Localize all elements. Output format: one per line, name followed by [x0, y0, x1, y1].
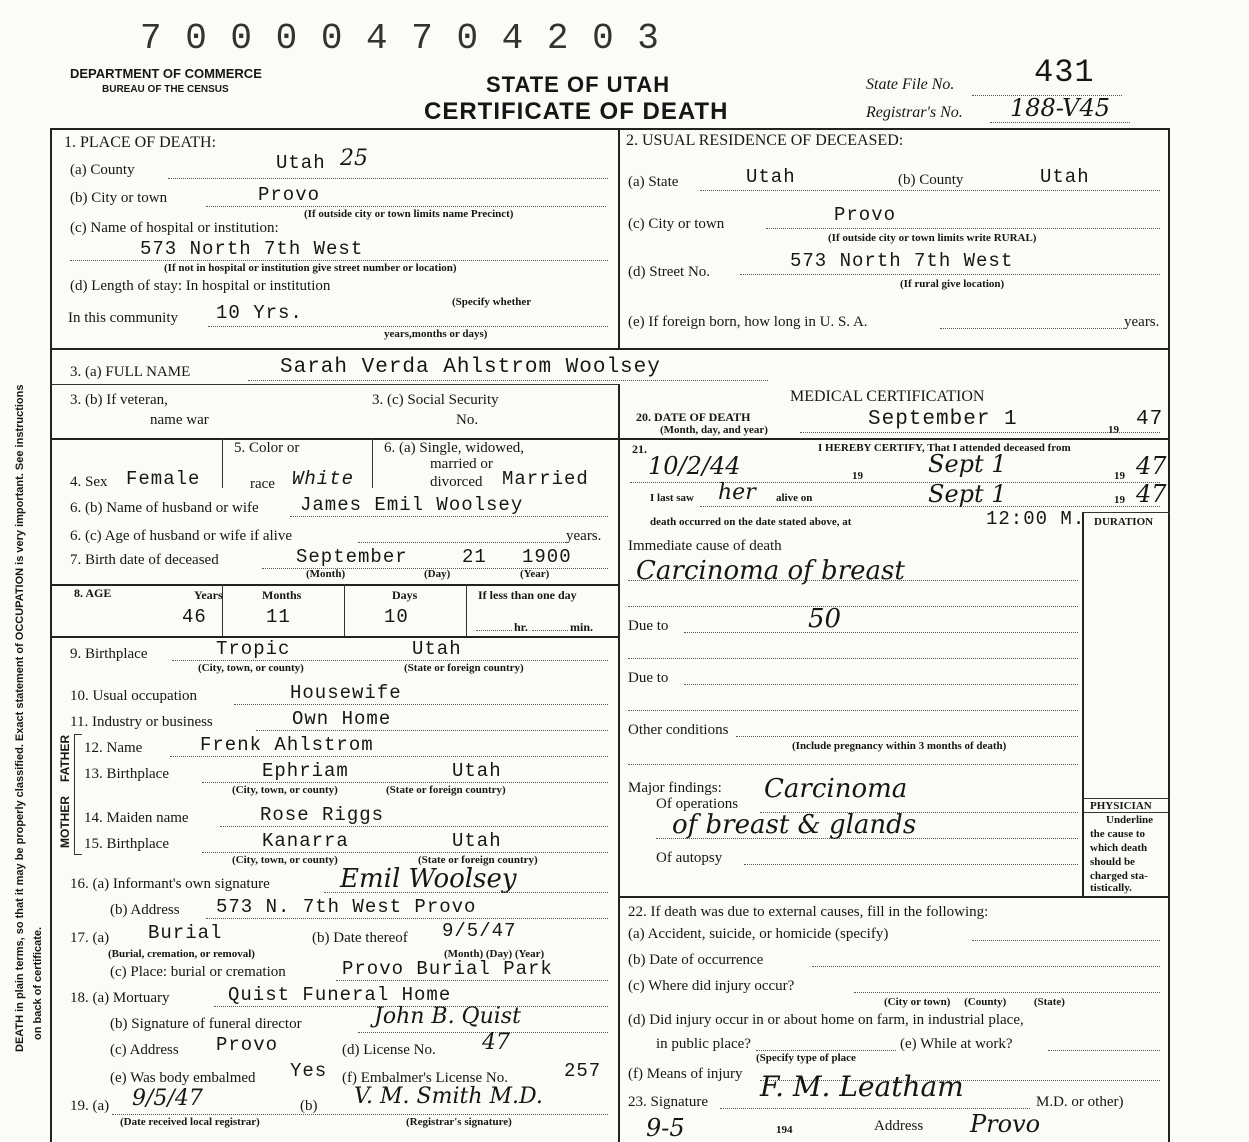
days-label: Days: [392, 588, 418, 602]
f8-label: 8. AGE: [74, 586, 112, 600]
f22d-label: (d) Did injury occur in or about home on farm, in industrial place,: [628, 1012, 1024, 1028]
due1-label: Due to: [628, 618, 669, 634]
f16a-value: Emil Woolsey: [340, 864, 517, 894]
autopsy-label: Of autopsy: [656, 850, 723, 866]
f7-day-note: (Day): [424, 568, 451, 580]
f12-value: Frenk Ahlstrom: [200, 734, 374, 756]
f15-state-note: (State or foreign country): [418, 854, 538, 866]
f6a-label3: divorced: [430, 474, 483, 490]
side-instructions: DEATH in plain terms, so that it may be properly classified. Exact statement of OCCUPATION is very important. See instructions: [14, 384, 26, 1052]
f17c-value: Provo Burial Park: [342, 958, 553, 980]
s2-street-label: (d) Street No.: [628, 264, 711, 280]
f18e-label: (e) Was body embalmed: [110, 1070, 256, 1086]
f3b-label: 3. (b) If veteran,: [70, 392, 168, 408]
f18d-value: 47: [482, 1030, 510, 1055]
f22c-label: (c) Where did injury occur?: [628, 978, 795, 994]
f17a-label: 17. (a): [70, 930, 110, 946]
certify-text: I HEREBY CERTIFY, That I attended deceased from: [818, 442, 1071, 454]
f9-city: Tropic: [216, 638, 291, 660]
f22d2-label: in public place?: [656, 1036, 751, 1052]
bureau-label: BUREAU OF THE CENSUS: [102, 84, 229, 95]
physician-line-2: which death: [1090, 842, 1148, 854]
registrar-label: Registrar's No.: [866, 104, 963, 121]
physician-line-3: should be: [1090, 856, 1135, 868]
f6b-value: James Emil Woolsey: [300, 494, 524, 516]
f9-state: Utah: [412, 638, 462, 660]
age-years: 46: [182, 606, 207, 628]
s1-city-value: Provo: [258, 184, 321, 206]
s1-hospital-note: (If not in hospital or institution give street number or location): [164, 262, 457, 274]
immediate-value: Carcinoma of breast: [636, 556, 905, 586]
f11-label: 11. Industry or business: [70, 714, 213, 730]
f15-city: Kanarra: [262, 830, 349, 852]
physician-line-0: Underline: [1106, 814, 1154, 826]
immediate-label: Immediate cause of death: [628, 538, 782, 554]
from-yr-prefix: 19: [852, 470, 863, 482]
md-label: M.D. or other): [1036, 1094, 1124, 1110]
s2-foreign-suffix: years.: [1124, 314, 1160, 330]
s1-community-note: years,months or days): [384, 328, 488, 340]
f7-year: 1900: [522, 546, 572, 568]
f19b-value: V. M. Smith M.D.: [354, 1084, 543, 1109]
physician-line-5: tistically.: [1090, 882, 1132, 894]
f21-label: 21.: [632, 442, 647, 456]
f6a-label2: married or: [430, 456, 493, 472]
f20-label: 20. DATE OF DEATH: [636, 410, 751, 424]
f5-label2: race: [250, 476, 275, 492]
f19a-value: 9/5/47: [132, 1086, 203, 1111]
ops-value-1: Carcinoma: [764, 774, 908, 804]
certificate-number: 7 0 0 0 0 4 7 0 4 2 0 3: [140, 18, 660, 59]
min-label: min.: [570, 620, 594, 634]
f9-label: 9. Birthplace: [70, 646, 148, 662]
due1-value: 50: [808, 604, 842, 634]
f17a-note: (Burial, cremation, or removal): [108, 948, 255, 960]
f17b-value: 9/5/47: [442, 920, 517, 942]
f6a-value: Married: [502, 468, 589, 490]
s1-city-note: (If outside city or town limits name Precinct): [304, 208, 514, 220]
f16a-label: 16. (a) Informant's own signature: [70, 876, 270, 892]
f15-city-note: (City, town, or county): [232, 854, 338, 866]
f16b-value: 573 N. 7th West Provo: [216, 896, 477, 918]
f18f-label: (f) Embalmer's License No.: [342, 1070, 508, 1086]
f22e-label: (e) While at work?: [900, 1036, 1013, 1052]
f17b-note: (Month) (Day) (Year): [444, 948, 545, 960]
alive-yr-value: 47: [1136, 480, 1167, 508]
physician-line-1: the cause to: [1090, 828, 1145, 840]
f18d-label: (d) License No.: [342, 1042, 436, 1058]
f20-value: September 1: [868, 408, 1018, 431]
s2-county-value: Utah: [1040, 166, 1090, 188]
f20-year-prefix: 19: [1108, 424, 1119, 436]
f3a-label: 3. (a) FULL NAME: [70, 364, 191, 380]
from-value: 10/2/44: [648, 452, 741, 480]
f23-label: 23. Signature: [628, 1094, 708, 1110]
f20-note: (Month, day, and year): [660, 424, 768, 436]
s2-county-label: (b) County: [898, 172, 964, 188]
duration-label: DURATION: [1094, 516, 1154, 528]
s2-street-value: 573 North 7th West: [790, 250, 1014, 272]
f6b-label: 6. (b) Name of husband or wife: [70, 500, 259, 516]
mother-label: MOTHER: [58, 796, 72, 848]
address-value: Provo: [970, 1110, 1041, 1138]
f22c-note: (City or town) (County) (State): [884, 996, 1065, 1008]
f6c-label: 6. (c) Age of husband or wife if alive: [70, 528, 293, 544]
age-months: 11: [266, 606, 291, 628]
department-label: DEPARTMENT OF COMMERCE: [70, 66, 262, 81]
to-yr-value: 47: [1136, 452, 1167, 480]
s1-hospital-value: 573 North 7th West: [140, 238, 364, 260]
physician-title: PHYSICIAN: [1090, 800, 1152, 812]
f6c-suffix: years.: [566, 528, 602, 544]
f7-day: 21: [462, 546, 487, 568]
f18e-value: Yes: [290, 1060, 328, 1082]
f3c-label2: No.: [456, 412, 479, 428]
f19a-note: (Date received local registrar): [120, 1116, 260, 1128]
years-label: Years: [194, 588, 223, 602]
f17a-value: Burial: [148, 922, 223, 944]
f15-state: Utah: [452, 830, 502, 852]
certificate-title: CERTIFICATE OF DEATH: [424, 98, 729, 125]
state-file-value: 431: [1034, 54, 1095, 91]
f9-city-note: (City, town, or county): [198, 662, 304, 674]
s1-city-label: (b) City or town: [70, 190, 168, 206]
lt-day-label: If less than one day: [478, 588, 577, 602]
s1-county-code: 25: [340, 146, 368, 171]
ops-label: Of operations: [656, 796, 739, 812]
f5-value: White: [292, 468, 355, 490]
last-saw-label: I last saw: [650, 492, 695, 504]
to-yr-prefix: 19: [1114, 470, 1125, 482]
s1-stay-note: (Specify whether: [452, 296, 532, 308]
f22-title: 22. If death was due to external causes, fill in the following:: [628, 904, 989, 920]
f19-label: 19. (a): [70, 1098, 110, 1114]
hr-label: hr.: [514, 620, 528, 634]
f23-signature: F. M. Leatham: [760, 1070, 964, 1103]
f6a-label: 6. (a) Single, widowed,: [384, 440, 524, 456]
due2-label: Due to: [628, 670, 669, 686]
last-saw-value: her: [718, 480, 756, 505]
f3c-label: 3. (c) Social Security: [372, 392, 499, 408]
s2-city-label: (c) City or town: [628, 216, 725, 232]
s2-foreign-label: (e) If foreign born, how long in U. S. A.: [628, 314, 868, 330]
months-label: Months: [262, 588, 302, 602]
f22d-note: (Specify type of place: [756, 1052, 856, 1064]
address-label: Address: [874, 1118, 924, 1134]
f5-label: 5. Color or: [234, 440, 300, 456]
f22a-label: (a) Accident, suicide, or homicide (specify): [628, 926, 889, 942]
other-label: Other conditions: [628, 722, 729, 738]
f7-year-note: (Year): [520, 568, 550, 580]
f13-state-note: (State or foreign country): [386, 784, 506, 796]
alive-on-label: alive on: [776, 492, 813, 504]
f7-label: 7. Birth date of deceased: [70, 552, 219, 568]
s2-street-note: (If rural give location): [900, 278, 1005, 290]
s2-title: 2. USUAL RESIDENCE OF DECEASED:: [626, 132, 904, 149]
f3b-label2: name war: [150, 412, 209, 428]
f19b-note: (Registrar's signature): [406, 1116, 512, 1128]
s2-state-label: (a) State: [628, 174, 679, 190]
f10-value: Housewife: [290, 682, 402, 704]
father-label: FATHER: [58, 734, 72, 782]
f18c-label: (c) Address: [110, 1042, 179, 1058]
f20-year: 47: [1136, 408, 1164, 431]
medical-title: MEDICAL CERTIFICATION: [790, 388, 985, 405]
s1-hospital-label: (c) Name of hospital or institution:: [70, 220, 279, 236]
registrar-value: 188-V45: [1010, 94, 1111, 122]
s2-city-note: (If outside city or town limits write RURAL): [828, 232, 1037, 244]
f14-value: Rose Riggs: [260, 804, 385, 826]
f10-label: 10. Usual occupation: [70, 688, 198, 704]
f13-city: Ephriam: [262, 760, 349, 782]
f18a-value: Quist Funeral Home: [228, 984, 452, 1006]
f17b-label: (b) Date thereof: [312, 930, 408, 946]
f22f-label: (f) Means of injury: [628, 1066, 743, 1082]
state-title: STATE OF UTAH: [486, 72, 671, 97]
occurred-label: death occurred on the date stated above, at: [650, 516, 852, 528]
f19b-label: (b): [300, 1098, 318, 1114]
f16b-label: (b) Address: [110, 902, 180, 918]
s1-title: 1. PLACE OF DEATH:: [64, 134, 217, 151]
f3a-value: Sarah Verda Ahlstrom Woolsey: [280, 356, 661, 379]
f4-label: 4. Sex: [70, 474, 108, 490]
side-instructions-2: on back of certificate.: [32, 926, 44, 1040]
s2-city-value: Provo: [834, 204, 897, 226]
f13-label: 13. Birthplace: [84, 766, 169, 782]
to-value: Sept 1: [928, 450, 1007, 478]
f18a-label: 18. (a) Mortuary: [70, 990, 170, 1006]
age-days: 10: [384, 606, 409, 628]
s1-community-value: 10 Yrs.: [216, 302, 303, 324]
s1-county-value: Utah: [276, 152, 326, 174]
s1-stay-label: (d) Length of stay: In hospital or institution: [70, 278, 331, 294]
alive-value: Sept 1: [928, 480, 1007, 508]
f13-state: Utah: [452, 760, 502, 782]
f18c-value: Provo: [216, 1034, 279, 1056]
f18b-value: John B. Quist: [374, 1004, 521, 1029]
f18b-label: (b) Signature of funeral director: [110, 1016, 302, 1032]
f18f-value: 257: [564, 1060, 602, 1082]
f15-label: 15. Birthplace: [84, 836, 169, 852]
s1-community-label: In this community: [68, 310, 178, 326]
physician-line-4: charged sta-: [1090, 870, 1148, 882]
f7-month: September: [296, 546, 408, 568]
major-label: Major findings:: [628, 780, 722, 796]
alive-yr-prefix: 19: [1114, 494, 1125, 506]
s2-state-value: Utah: [746, 166, 796, 188]
f13-city-note: (City, town, or county): [232, 784, 338, 796]
f11-value: Own Home: [292, 708, 392, 730]
f23-date-prefix: 194: [776, 1124, 793, 1136]
f4-value: Female: [126, 468, 201, 490]
f7-month-note: (Month): [306, 568, 346, 580]
state-file-label: State File No.: [866, 76, 955, 93]
time-value: 12:00 M.: [986, 508, 1086, 530]
ops-value-2: of breast & glands: [672, 810, 917, 840]
other-note: (Include pregnancy within 3 months of death): [792, 740, 1007, 752]
f14-label: 14. Maiden name: [84, 810, 189, 826]
f23-date: 9-5: [646, 1114, 685, 1142]
f12-label: 12. Name: [84, 740, 143, 756]
s1-county-label: (a) County: [70, 162, 135, 178]
f22b-label: (b) Date of occurrence: [628, 952, 764, 968]
f9-state-note: (State or foreign country): [404, 662, 524, 674]
f17c-label: (c) Place: burial or cremation: [110, 964, 286, 980]
